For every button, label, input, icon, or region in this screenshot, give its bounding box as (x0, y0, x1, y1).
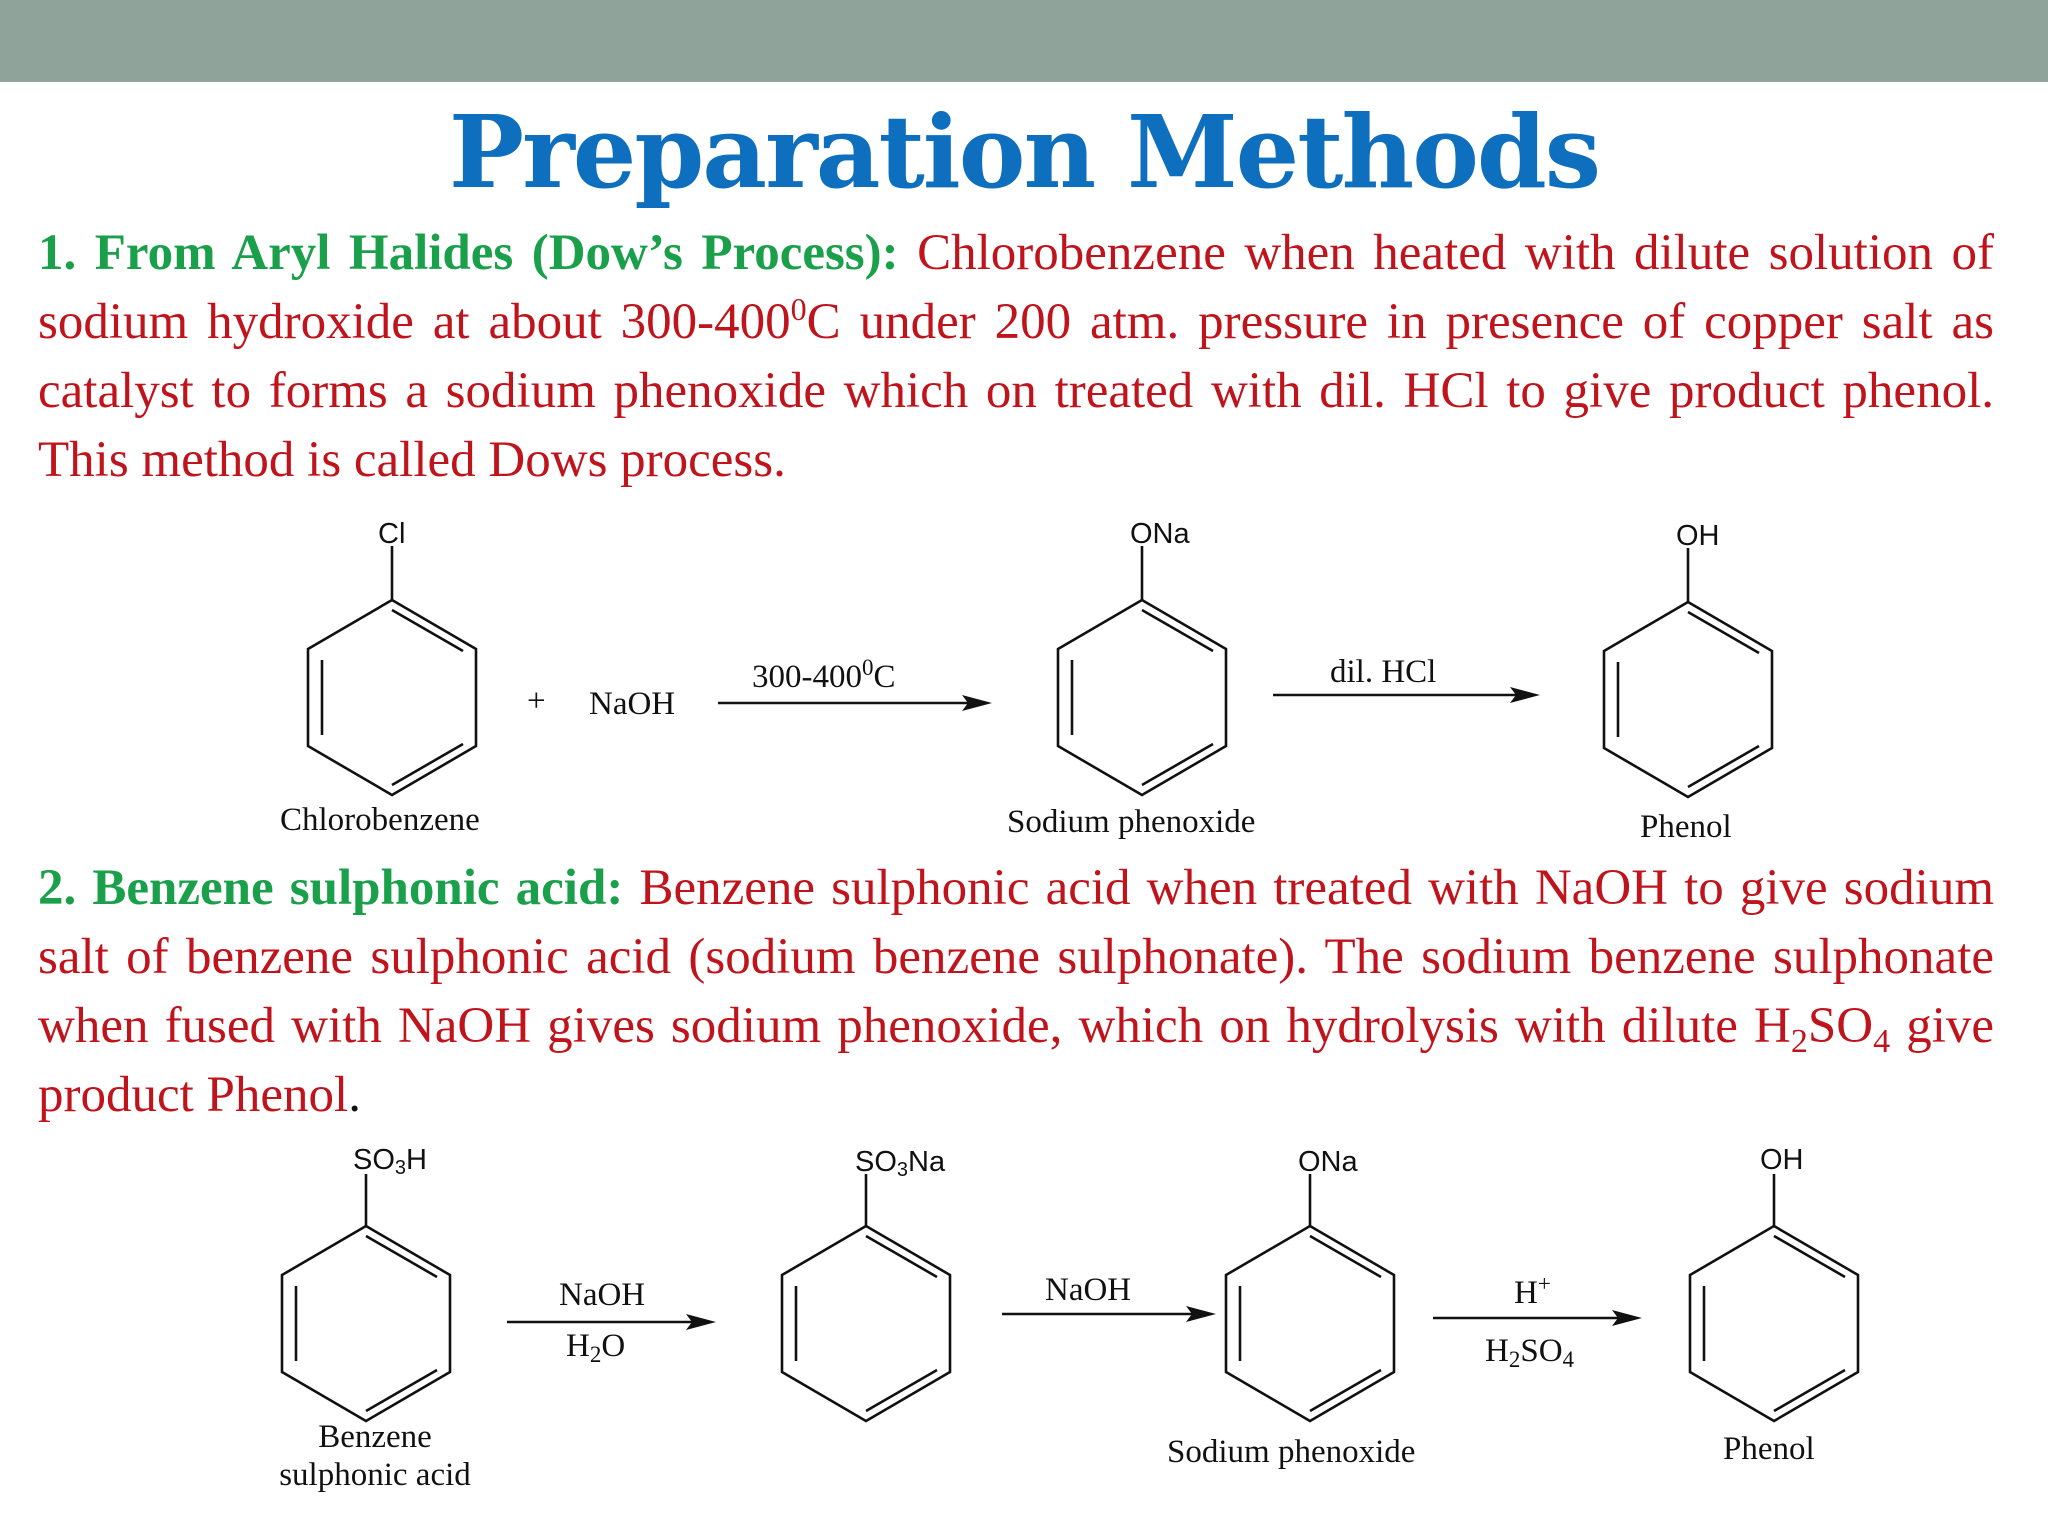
step3-acid: H+ (1514, 1271, 1551, 1311)
step3-h2so4: $H_2SO_4$ (1485, 1333, 1575, 1372)
benzene-ring-sulphonate (782, 1174, 950, 1421)
benzene-sulphonic-acid-label: Benzene sulphonic acid (279, 1419, 471, 1493)
degree-sup: 0 (790, 291, 807, 327)
section-2-paragraph: 2. Benzene sulphonic acid: Benzene sulphonic acid when treated with NaOH to give sodium salt of benzene sulphonic acid (sodium benzene sulphonate). The sodium benzene sulphonate when fused with NaOH gives sodium phenoxide, which on hydrolysis with dilute $H_2SO_4$ give product Phenol. (38, 860, 1994, 1123)
benzene-ring-phenoxide-2 (1226, 1174, 1394, 1421)
section-2-body: Benzene sulphonic acid when treated with NaOH to give sodium salt of benzene sulphonic acid (sodium benzene sulphonate). The sodium benzene sulphonate when fused with NaOH gives sodium phenoxide, which on hydrolysis with dilute H (38, 860, 1994, 1054)
slide-title: Preparation Methods (448, 93, 1600, 211)
section-2-heading: 2. Benzene sulphonic acid: (38, 860, 624, 916)
naoh-reagent: NaOH (589, 686, 676, 722)
section-1-paragraph (38, 219, 1994, 495)
sulphonic-acid-scheme (0, 1138, 2048, 1508)
chloro-substituent: Cl (378, 518, 406, 550)
benzene-ring-phenol (1604, 548, 1772, 797)
so3na-substituent: $SO_3Na$ (855, 1146, 946, 1181)
dil-hcl-condition: dil. HCl (1330, 654, 1437, 690)
benzene-ring-chlorobenzene (308, 546, 476, 795)
top-banner (0, 0, 2048, 82)
chlorobenzene-label: Chlorobenzene (280, 802, 480, 838)
oh-substituent: OH (1676, 520, 1720, 552)
sodium-phenoxide-label: Sodium phenoxide (1007, 804, 1256, 840)
so3h-substituent: $SO_3H$ (353, 1144, 427, 1179)
benzene-ring-phenol-2 (1690, 1174, 1858, 1421)
sodium-phenoxide-label-2: Sodium phenoxide (1167, 1434, 1416, 1470)
phenol-label-2: Phenol (1723, 1431, 1815, 1467)
ona-substituent-2: ONa (1298, 1146, 1358, 1178)
dows-process-scheme (0, 505, 2048, 850)
section-1-body: Chlorobenzene when heated with dilute solution of sodium hydroxide at about 300-400 (38, 225, 1994, 350)
ona-substituent: ONa (1130, 518, 1190, 550)
step2-reagent: NaOH (1045, 1272, 1132, 1308)
section-1-heading: 1. From Aryl Halides (Dow’s Process): (38, 225, 899, 281)
dow-condition: $300-400^0C$ (752, 655, 896, 695)
benzene-ring-phenoxide (1058, 546, 1226, 795)
step1-solvent: $H_2O$ (566, 1328, 626, 1367)
phenol-label: Phenol (1640, 809, 1732, 845)
benzene-ring-sulphonic-acid (282, 1174, 450, 1421)
oh-substituent-2: OH (1760, 1144, 1804, 1176)
plus-sign: + (527, 683, 546, 719)
section-1-body-end: C under 200 atm. pressure in presence of copper salt as catalyst to forms a sodium phenoxide which on treated with dil. HCl to give product phenol. This method is called Dows process. (38, 294, 1994, 488)
dows-scheme-drawing (0, 505, 2048, 850)
step1-reagent: NaOH (559, 1277, 646, 1313)
